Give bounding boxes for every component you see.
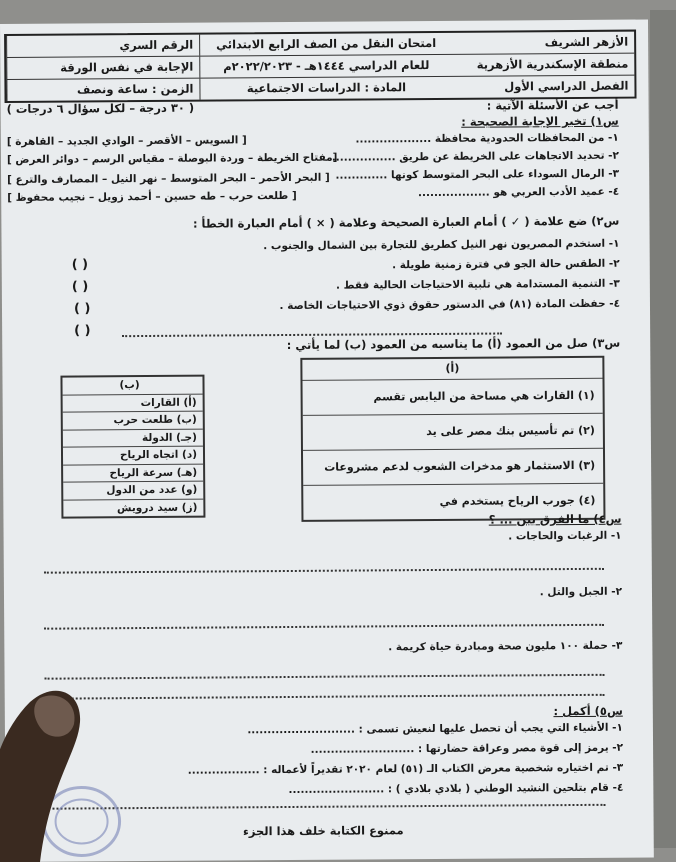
column-a-item: (١) القارات هي مساحة من اليابس تقسم — [302, 379, 602, 416]
answer-line[interactable] — [45, 674, 605, 680]
thumb — [0, 662, 90, 862]
column-b-table — [60, 375, 205, 519]
answer-line[interactable] — [45, 694, 605, 700]
q5-item: ٢- يرمز إلى قوة مصر وعراقة حضارتها : .......................... — [310, 741, 624, 756]
q1-options: [ البحر الأحمر – البحر المتوسط – نهر النيل – المصارف والترع ] — [7, 171, 330, 186]
q2-item: ١- استخدم المصريون نهر النيل كطريق للتجارة بين الشمال والجنوب . — [263, 237, 620, 253]
column-b-item: (هـ) سرعة الرياح — [63, 464, 203, 482]
exam-title: امتحان النقل من الصف الرابع الابتدائي — [199, 33, 452, 56]
q1-options: [ السويس – الأقصر – الوادي الجديد – القاهرة ] — [6, 134, 247, 148]
academic-year: للعام الدراسي ١٤٤٤هـ - ٢٠٢٢/٢٠٢٣م — [199, 55, 452, 78]
exam-time: الزمن : ساعة ونصف — [6, 79, 199, 101]
column-a-table — [300, 356, 605, 522]
q4-item: ٣- حملة ١٠٠ مليون صحة ومبادرة حياة كريمة . — [388, 639, 623, 654]
answer-line[interactable] — [44, 568, 604, 574]
secret-number-label: الرقم السري — [6, 35, 199, 57]
q1-item: ٣- الرمال السوداء على البحر المتوسط كونها ............. — [335, 167, 620, 182]
column-b-item: (ب) طلعت حرب — [63, 412, 203, 430]
footer-note: ممنوع الكتابة خلف هذا الجزء — [242, 823, 404, 839]
answer-line[interactable] — [44, 624, 604, 630]
q4-item: ٢- الجبل والتل . — [539, 585, 623, 599]
column-b-item: (د) اتجاه الرياح — [63, 447, 203, 465]
q3-title: س٣) صل من العمود (أ) ما يناسبه من العمود (ب) لما يأتي : — [286, 335, 621, 353]
column-a-item: (٤) جورب الرياح يستخدم في — [439, 493, 596, 508]
answer-note: الإجابة في نفس الورقة — [6, 57, 199, 79]
q1-item: ١- من المحافظات الحدودية محافظة ................... — [355, 131, 619, 146]
q4-item: ١- الرغبات والحاجات . — [508, 529, 622, 543]
column-a-item: (٢) تم تأسيس بنك مصر على يد — [303, 414, 603, 451]
q5-item: ٤- قام بتلحين النشيد الوطني ( بلادي بلادي ) : ........................ — [288, 781, 624, 797]
q4-title: س٤) ما الفرق بين ... ؟ — [488, 511, 622, 527]
column-b-header: (ب) — [62, 377, 202, 395]
region: منطقة الإسكندرية الأزهرية — [476, 56, 629, 72]
answer-paren[interactable]: ( ) — [71, 279, 89, 295]
column-b-item: (أ) القارات — [63, 394, 203, 412]
q2-title: س٢) ضع علامة ( ✓ ) أمام العبارة الصحيحة وعلامة ( × ) أمام العبارة الخطأ : — [192, 213, 620, 231]
column-a-header: (أ) — [302, 358, 602, 381]
q5-item: ٣- تم اختياره شخصية معرض الكتاب الـ (٥١) لعام ٢٠٢٠ تقديراً لأعماله : .................. — [187, 761, 624, 777]
column-b-item: (جـ) الدولة — [63, 429, 203, 447]
instructions: أجب عن الأسئلة الآتية : — [486, 97, 619, 113]
q5-item: ١- الأشياء التي يجب أن تحصل عليها لنعيش تسمى : ........................... — [247, 721, 623, 737]
answer-paren[interactable]: ( ) — [71, 257, 89, 273]
q5-title: س٥) أكمل : — [553, 703, 623, 719]
q2-item: ٤- حفظت المادة (٨١) في الدستور حقوق ذوي الاحتياجات الخاصة . — [279, 297, 621, 313]
grading: ( ٣٠ درجة – لكل سؤال ٦ درجات ) — [6, 100, 195, 116]
answer-paren[interactable]: ( ) — [74, 323, 91, 339]
q1-title: س١) تخير الإجابة الصحيحة : — [461, 113, 619, 129]
institution: الأزهر الشريف — [544, 34, 629, 50]
column-a-item: (٣) الاستثمار هو مدخرات الشعوب لدعم مشروعات — [303, 449, 603, 486]
answer-paren[interactable]: ( ) — [73, 301, 91, 317]
q1-item: ٤- عميد الأدب العربي هو .................. — [417, 185, 620, 200]
exam-paper — [0, 19, 654, 862]
column-b-item: (و) عدد من الدول — [63, 482, 203, 500]
column-b-item: (ز) سيد درويش — [116, 501, 198, 514]
separator-line — [45, 804, 605, 810]
page-shadow-edge — [650, 10, 676, 848]
term: الفصل الدراسي الأول — [504, 78, 629, 94]
q1-options: [ طلعت حرب – طه حسين – أحمد زويل – نجيب محفوظ ] — [7, 189, 297, 204]
q2-item: ٢- الطقس حالة الجو في فترة زمنية طويلة . — [392, 257, 620, 272]
q1-item: ٢- تحديد الاتجاهات على الخريطة عن طريق ................ — [331, 149, 619, 164]
exam-header — [4, 30, 636, 103]
q1-options: [مفتاح الخريطة – وردة البوصلة – مقياس الرسم – دوائر العرض ] — [6, 151, 338, 166]
subject: المادة : الدراسات الاجتماعية — [199, 77, 452, 100]
q2-item: ٣- التنمية المستدامة هي تلبية الاحتياجات الحالية فقط . — [335, 277, 620, 292]
